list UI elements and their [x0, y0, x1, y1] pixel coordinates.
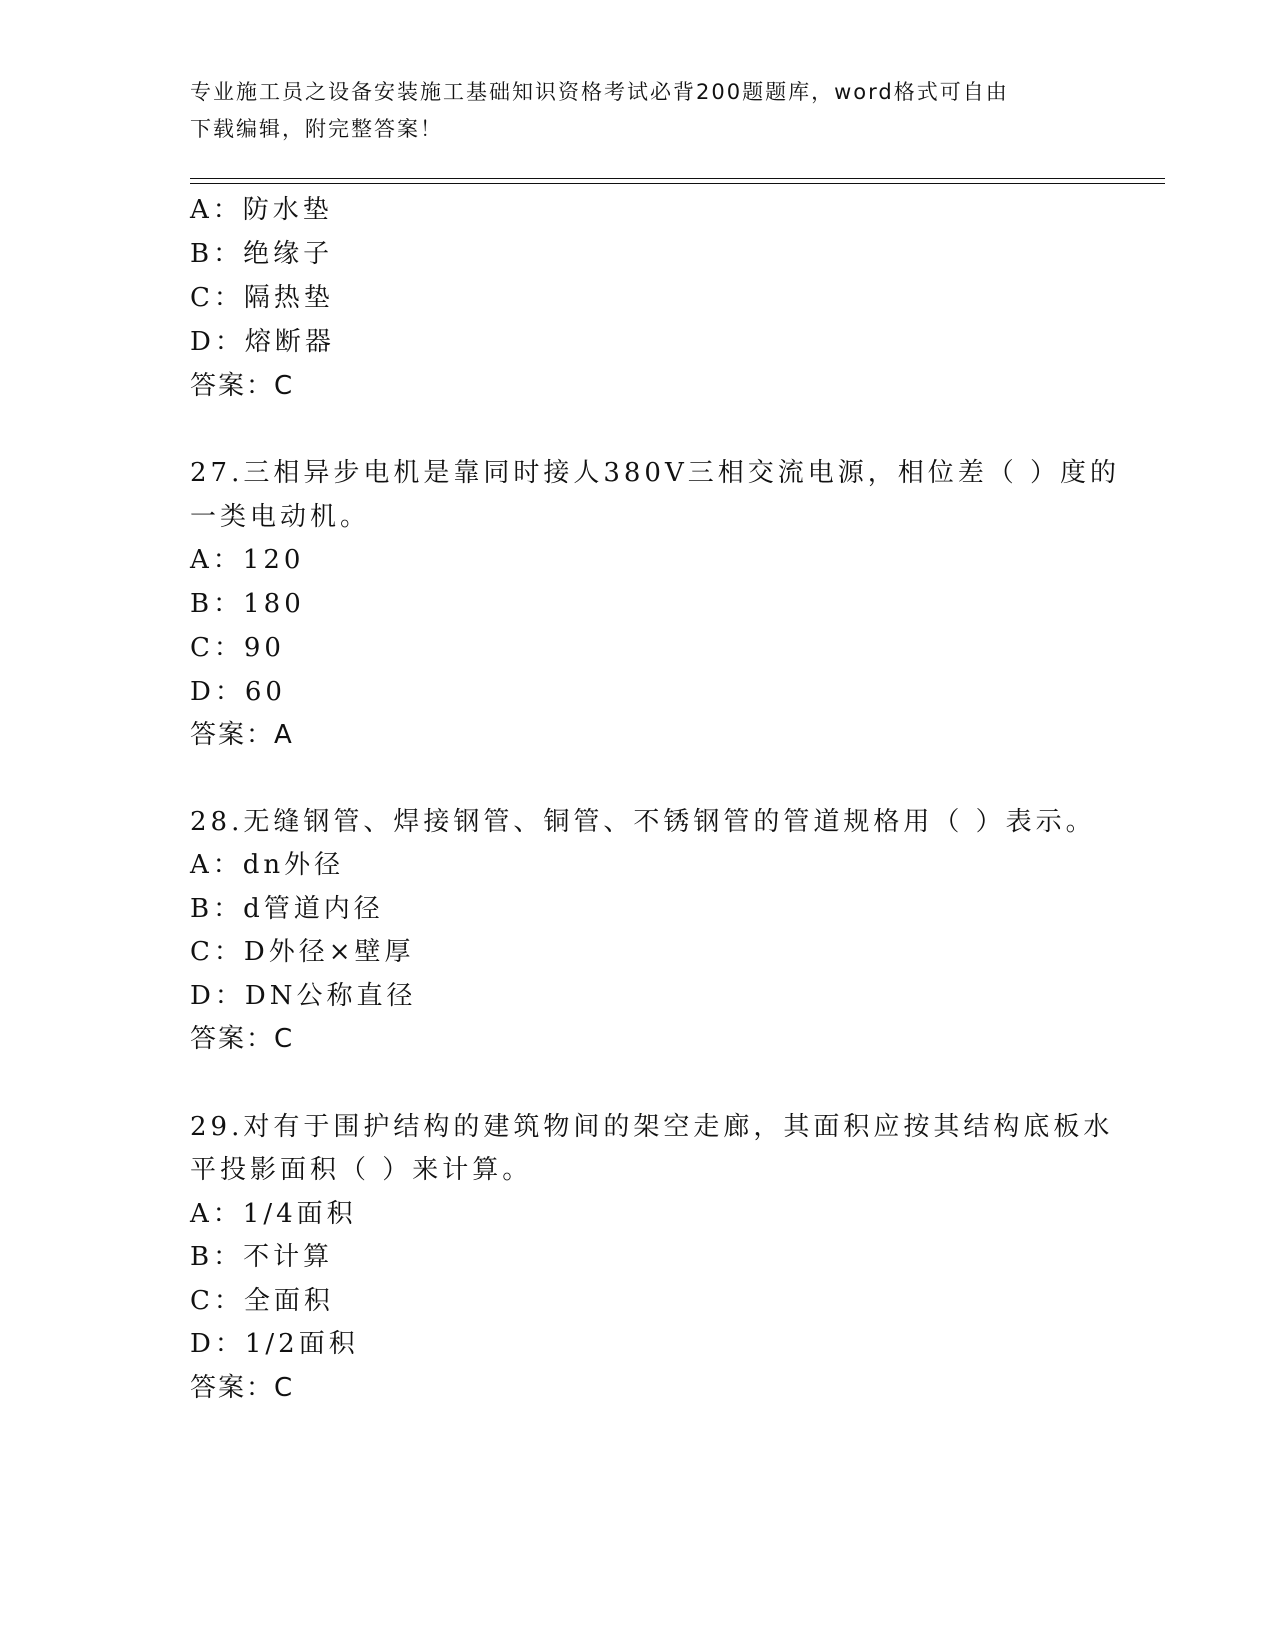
q29-stem-line-1: 29.对有于围护结构的建筑物间的架空走廊，其面积应按其结构底板水 — [190, 1112, 1114, 1142]
q27-option-a: A：120 — [190, 545, 305, 575]
q26-option-b: B：绝缘子 — [190, 239, 334, 269]
q28-option-d: D：DN公称直径 — [190, 981, 417, 1011]
q27-option-c: C：90 — [190, 633, 285, 663]
q29-option-b: B：不计算 — [190, 1242, 334, 1272]
q28-answer: 答案：C — [190, 1024, 295, 1054]
q28-option-c: C：D外径×壁厚 — [190, 937, 415, 967]
q28-option-a: A：dn外径 — [190, 850, 345, 880]
q26-option-a: A：防水垫 — [190, 195, 333, 225]
q28-stem-line-1: 28.无缝钢管、焊接钢管、铜管、不锈钢管的管道规格用（ ）表示。 — [190, 807, 1096, 837]
q27-stem-line-1: 27.三相异步电机是靠同时接人380V三相交流电源，相位差（ ）度的 — [190, 458, 1121, 488]
q26-option-d: D：熔断器 — [190, 327, 335, 357]
q27-option-d: D：60 — [190, 677, 286, 707]
q27-stem-line-2: 一类电动机。 — [190, 502, 371, 532]
q26-answer: 答案：C — [190, 371, 295, 401]
header-line-2: 下载编辑，附完整答案！ — [190, 117, 443, 141]
header-line-1: 专业施工员之设备安装施工基础知识资格考试必背200题题库，word格式可自由 — [190, 80, 1009, 104]
document-header — [190, 74, 1090, 148]
header-divider-bottom — [190, 183, 1165, 184]
q29-answer: 答案：C — [190, 1373, 295, 1403]
q27-answer: 答案：A — [190, 720, 294, 750]
q29-option-c: C：全面积 — [190, 1286, 334, 1316]
q28-option-b: B：d管道内径 — [190, 894, 384, 924]
q29-option-a: A：1/4面积 — [190, 1199, 357, 1229]
q29-option-d: D：1/2面积 — [190, 1329, 359, 1359]
q27-option-b: B：180 — [190, 589, 305, 619]
header-divider-top — [190, 178, 1165, 179]
q29-stem-line-2: 平投影面积（ ）来计算。 — [190, 1155, 533, 1185]
q26-option-c: C：隔热垫 — [190, 283, 334, 313]
